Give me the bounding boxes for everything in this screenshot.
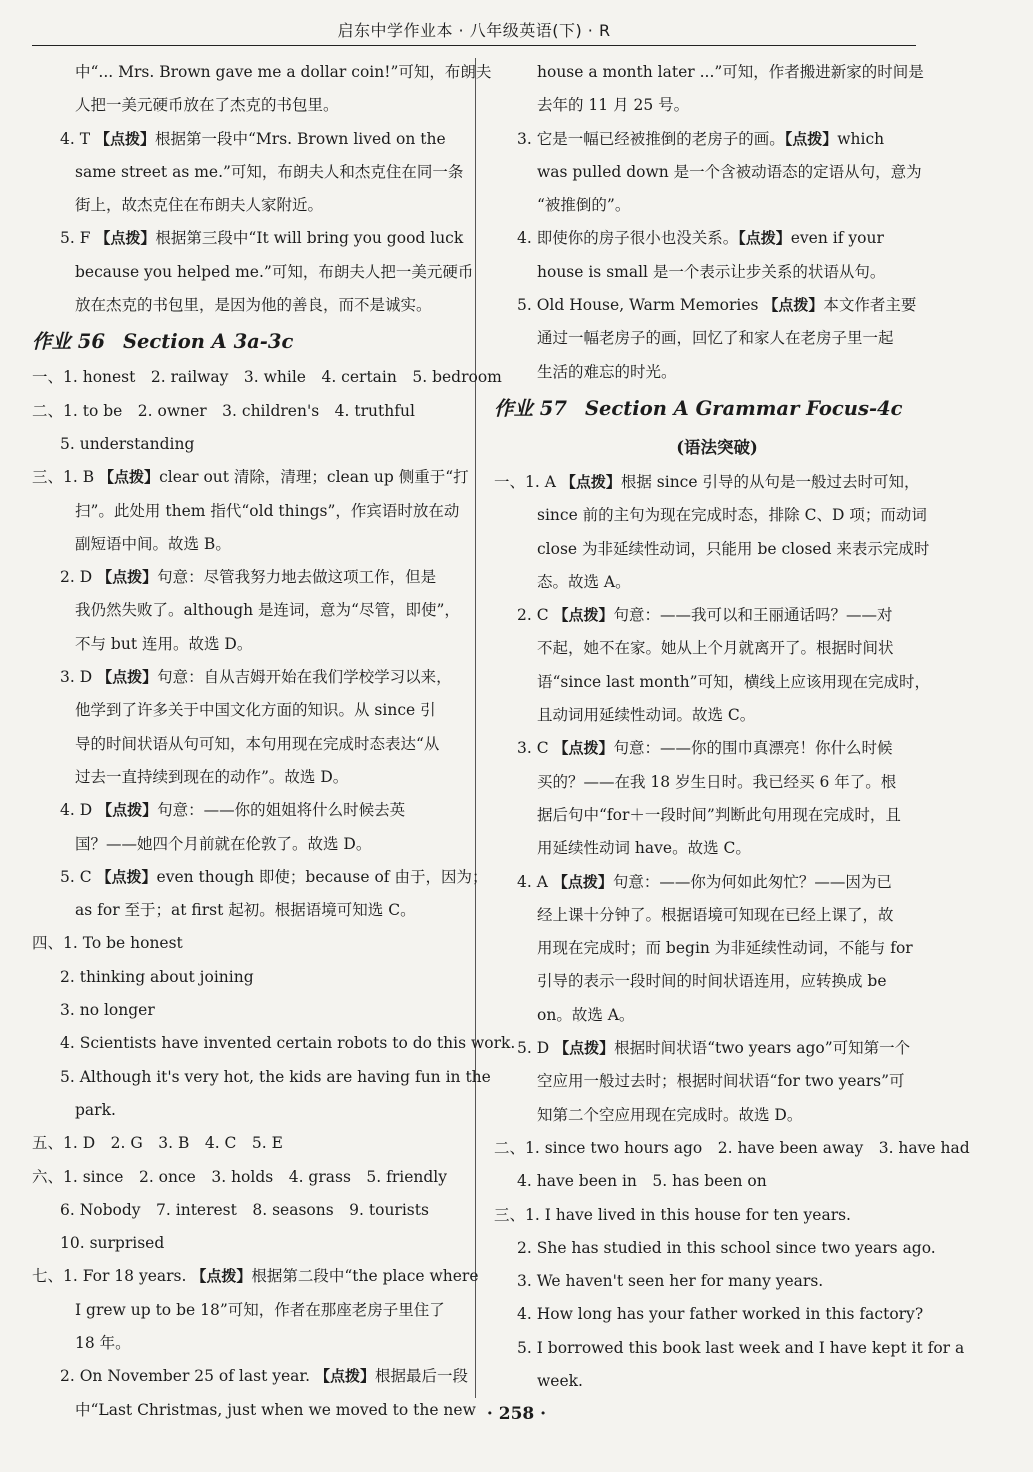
text-line: I grew up to be 18”可知，作者在那座老房子里住了: [75, 1300, 445, 1319]
text-line: 我仍然失败了。although 是连词，意为“尽管，即使”，: [75, 601, 460, 620]
answer-line: 4. A 【点拨】句意：——你为何如此匆忙？——因为已: [517, 872, 892, 891]
answer-line: 4. D 【点拨】句意：——你的姐姐将什么时候去英: [60, 801, 406, 820]
text-line: 副短语中间。故选 B。: [75, 534, 231, 553]
text-line: 人把一美元硬币放在了杰克的书包里。: [75, 96, 339, 115]
answer-line: 六、1. since 2. once 3. holds 4. grass 5. friendly: [32, 1167, 448, 1186]
answer-line: 2. She has studied in this school since two years ago.: [517, 1238, 936, 1257]
text-line: park.: [75, 1100, 116, 1119]
column-divider: [475, 58, 476, 1398]
hint-tag: 【点拨】: [97, 568, 158, 587]
text-line: 空应用一般过去时；根据时间状语“for two years”可: [537, 1072, 905, 1091]
answer-line: 3. We haven't seen her for many years.: [517, 1272, 824, 1291]
answer-line: 5. understanding: [60, 434, 195, 453]
answer-line: 2. C 【点拨】句意：——我可以和王丽通话吗？——对: [517, 606, 893, 625]
text-line: 引导的表示一段时间的时间状语连用，应转换成 be: [537, 972, 887, 991]
section-number: 作业 56: [32, 330, 105, 354]
answer-line: 5. Although it's very hot, the kids are having fun in the: [60, 1067, 491, 1086]
answer-line: 10. surprised: [60, 1234, 165, 1253]
hint-tag: 【点拨】: [96, 867, 157, 886]
text-line: was pulled down 是一个含被动语态的定语从句，意为: [537, 162, 922, 181]
page-number: · 258 ·: [486, 1404, 547, 1424]
text-line: since 前的主句为现在完成时态，排除 C、D 项；而动词: [537, 506, 927, 525]
answer-line: 5. F 【点拨】根据第三段中“It will bring you good luck: [60, 229, 464, 248]
text-line: 导的时间状语从句可知，本句用现在完成时态表达“从: [75, 734, 440, 753]
text-line: 过去一直持续到现在的动作”。故选 D。: [75, 767, 349, 786]
text-line: 生活的难忘的时光。: [537, 362, 677, 381]
text-line: 用延续性动词 have。故选 C。: [537, 839, 751, 858]
hint-tag: 【点拨】: [763, 296, 824, 315]
answer-line: 三、1. B 【点拨】clear out 清除，清理；clean up 侧重于“打: [32, 468, 469, 487]
text-line: 中“... Mrs. Brown gave me a dollar coin!”可知，布朗夫: [75, 63, 492, 81]
hint-tag: 【点拨】: [191, 1267, 252, 1286]
hint-tag: 【点拨】: [97, 801, 158, 820]
answer-line: 3. 它是一幅已经被推倒的老房子的画。【点拨】which: [517, 129, 885, 148]
text-line: 且动词用延续性动词。故选 C。: [537, 706, 756, 725]
answer-line: 6. Nobody 7. interest 8. seasons 9. tourists: [60, 1200, 429, 1219]
text-line: 通过一幅老房子的画，回忆了和家人在老房子里一起: [537, 329, 894, 348]
answer-line: 四、1. To be honest: [32, 934, 183, 953]
text-line: 国？——她四个月前就在伦敦了。故选 D。: [75, 834, 372, 853]
hint-tag: 【点拨】: [553, 739, 614, 758]
text-line: 去年的 11 月 25 号。: [537, 96, 690, 115]
hint-tag: 【点拨】: [314, 1367, 375, 1386]
answer-line: 一、1. honest 2. railway 3. while 4. certain 5. bedroom: [32, 368, 502, 387]
text-line: house is small 是一个表示让步关系的状语从句。: [537, 262, 886, 281]
section-heading-57: [494, 390, 920, 428]
hint-tag: 【点拨】: [738, 229, 791, 248]
answer-line: 4. How long has your father worked in this factory?: [517, 1305, 924, 1324]
answer-line: 七、1. For 18 years. 【点拨】根据第二段中“the place where: [32, 1267, 479, 1286]
answer-line: 3. no longer: [60, 1001, 155, 1020]
text-line: 语“since last month”可知，横线上应该用现在完成时，: [537, 672, 931, 691]
hint-tag: 【点拨】: [784, 129, 838, 148]
text-line: “被推倒的”。: [537, 196, 631, 215]
section-title: Section A 3a-3c: [122, 330, 294, 354]
hint-tag: 【点拨】: [552, 872, 613, 891]
text-line: 买的？——在我 18 岁生日时。我已经买 6 年了。根: [537, 772, 897, 791]
answer-line: 五、1. D 2. G 3. B 4. C 5. E: [32, 1134, 283, 1153]
text-line: 18 年。: [75, 1333, 131, 1352]
text-line: 不起，她不在家。她从上个月就离开了。根据时间状: [537, 639, 894, 658]
text-line: 不与 but 连用。故选 D。: [75, 634, 253, 653]
answer-line: 2. D 【点拨】句意：尽管我努力地去做这项工作，但是: [60, 568, 437, 587]
section-heading-56: [32, 323, 464, 361]
text-line: because you helped me.”可知，布朗夫人把一美元硬币: [75, 262, 474, 281]
answer-line: 4. Scientists have invented certain robots to do this work.: [60, 1034, 516, 1053]
text-line: 中“Last Christmas, just when we moved to the new: [75, 1400, 476, 1419]
hint-tag: 【点拨】: [97, 668, 158, 687]
hint-tag: 【点拨】: [95, 229, 156, 248]
header-title: 启东中学作业本 · 八年级英语(下) · R: [337, 21, 611, 40]
section-title: Section A Grammar Focus-4c: [584, 396, 903, 420]
hint-tag: 【点拨】: [94, 129, 155, 148]
text-line: 据后句中“for＋一段时间”判断此句用现在完成时，且: [537, 805, 901, 824]
left-column: [32, 56, 516, 1427]
answer-line: 4. have been in 5. has been on: [517, 1172, 767, 1191]
answer-line: 4. 即使你的房子很小也没关系。【点拨】even if your: [517, 229, 884, 248]
text-line: week.: [537, 1371, 583, 1390]
answer-line: 5. Old House, Warm Memories 【点拨】本文作者主要: [517, 296, 917, 315]
text-line: on。故选 A。: [537, 1005, 635, 1024]
answer-line: 5. C 【点拨】even though 即使；because of 由于，因为；: [60, 867, 488, 886]
answer-line: 一、1. A 【点拨】根据 since 引导的从句是一般过去时可知，: [494, 472, 920, 491]
answer-line: 二、1. since two hours ago 2. have been away 3. have had: [494, 1138, 970, 1157]
text-line: 知第二个空应用现在完成时。故选 D。: [537, 1105, 803, 1124]
text-line: 扫”。此处用 them 指代“old things”，作宾语时放在动: [75, 501, 460, 520]
section-number: 作业 57: [494, 396, 567, 420]
answer-line: 三、1. I have lived in this house for ten years.: [494, 1205, 851, 1224]
answer-line: 二、1. to be 2. owner 3. children's 4. truthful: [32, 401, 415, 420]
answer-line: 2. On November 25 of last year. 【点拨】根据最后一段: [60, 1367, 469, 1386]
text-line: 放在杰克的书包里，是因为他的善良，而不是诚实。: [75, 296, 432, 315]
page-header: [32, 18, 916, 46]
answer-line: 5. D 【点拨】根据时间状语“two years ago”可知第一个: [517, 1039, 911, 1058]
answer-line: 3. D 【点拨】句意：自从吉姆开始在我们学校学习以来，: [60, 668, 452, 687]
answer-line: 4. T 【点拨】根据第一段中“Mrs. Brown lived on the: [60, 129, 446, 148]
section-subtitle: (语法突破): [676, 437, 758, 457]
text-line: as for 至于；at first 起初。根据语境可知选 C。: [75, 901, 416, 920]
text-line: 经上课十分钟了。根据语境可知现在已经上课了，故: [537, 905, 894, 924]
text-line: close 为非延续性动词，只能用 be closed 来表示完成时: [537, 539, 930, 558]
text-line: 用现在完成时；而 begin 为非延续性动词，不能与 for: [537, 939, 913, 958]
text-line: 态。故选 A。: [537, 572, 631, 591]
hint-tag: 【点拨】: [553, 606, 614, 625]
hint-tag: 【点拨】: [560, 472, 621, 491]
answer-line: 3. C 【点拨】句意：——你的围巾真漂亮！你什么时候: [517, 739, 893, 758]
text-line: 街上，故杰克住在布朗夫人家附近。: [75, 196, 324, 215]
text-line: house a month later ...”可知，作者搬进新家的时间是: [537, 63, 924, 81]
right-column: [494, 56, 970, 1398]
text-line: same street as me.”可知，布朗夫人和杰克住在同一条: [75, 162, 464, 181]
hint-tag: 【点拨】: [554, 1039, 615, 1058]
hint-tag: 【点拨】: [99, 468, 160, 487]
answer-line: 5. I borrowed this book last week and I have kept it for a: [517, 1338, 965, 1357]
text-line: 他学到了许多关于中国文化方面的知识。从 since 引: [75, 701, 436, 720]
answer-line: 2. thinking about joining: [60, 967, 254, 986]
